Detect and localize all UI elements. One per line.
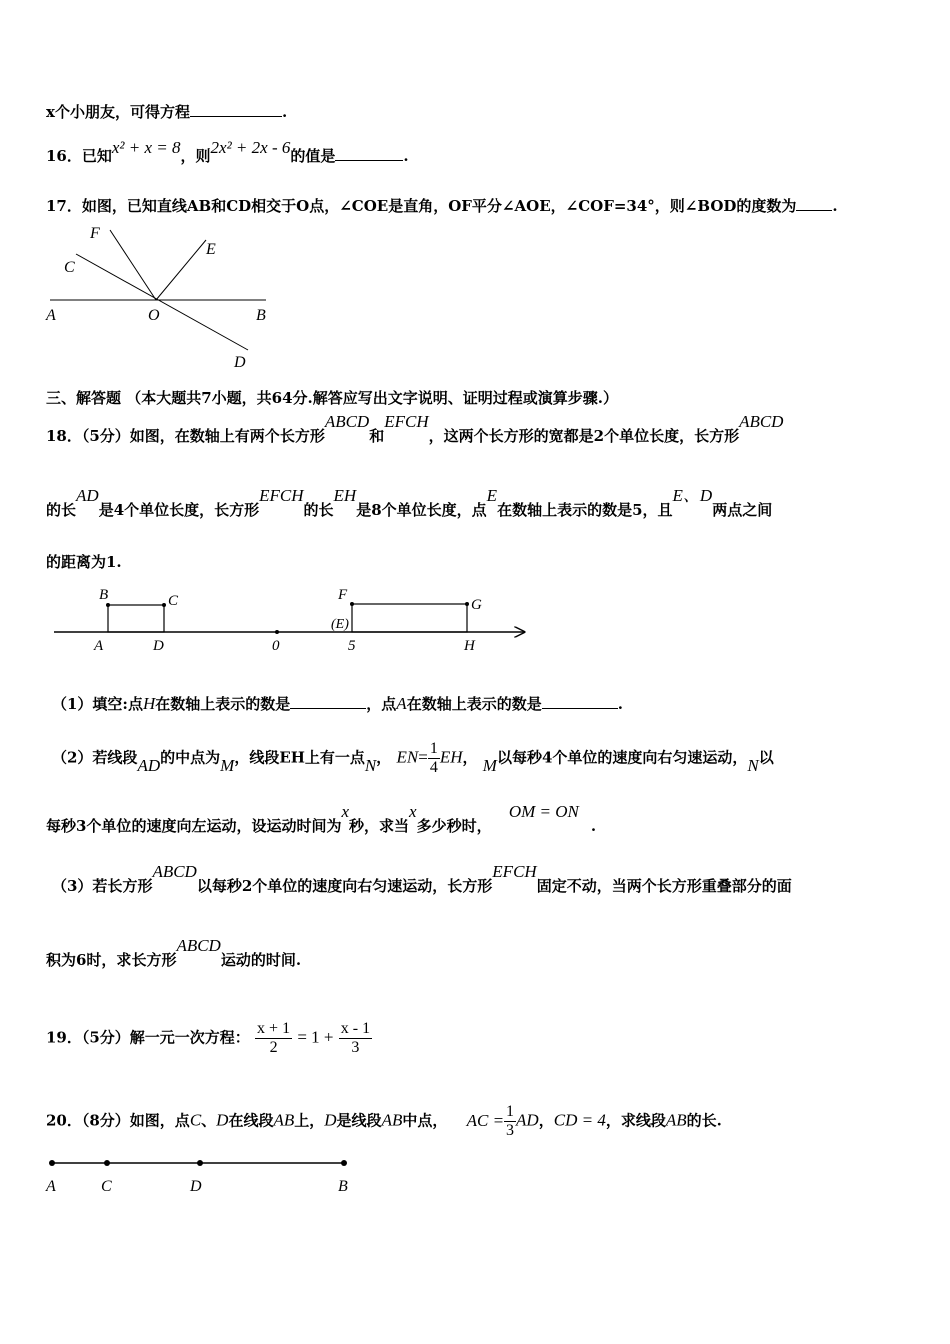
q18-p1-text: 在数轴上表示的数是 <box>155 695 291 713</box>
q18-text: 是4个单位长度，长方形 <box>98 501 260 519</box>
q18-p1-text: 在数轴上表示的数是 <box>406 695 542 713</box>
q18-p3-text: 固定不动，当两个长方形重叠部分的面 <box>536 877 792 895</box>
q18-text: 的距离为1. <box>46 553 122 571</box>
rect-ABCD-shape <box>108 605 164 632</box>
point-G <box>465 602 469 606</box>
label-D: D <box>234 354 246 371</box>
fraction-x-minus-1-over-3 <box>339 1020 372 1057</box>
denominator: 2 <box>269 1039 278 1056</box>
numerator: 1 <box>429 740 438 757</box>
rect-EFGH-shape <box>352 604 467 632</box>
equation-cd: CD = 4 <box>553 1110 606 1130</box>
q20-text: ， <box>538 1111 554 1130</box>
q17-answer-blank[interactable] <box>796 196 832 211</box>
question-19 <box>46 1020 372 1057</box>
question-16 <box>46 138 409 166</box>
q16-answer-blank[interactable] <box>335 146 403 161</box>
section-3-heading <box>46 388 618 408</box>
label-C: C <box>168 593 179 609</box>
q16-expression: 2x² + 2x - 6 <box>210 138 291 157</box>
numerator: x + 1 <box>257 1020 291 1037</box>
q20-text: 是线段 <box>336 1111 382 1130</box>
label-F: F <box>338 587 348 603</box>
rect-abcd: ABCD <box>152 862 197 881</box>
q18-p3-text: 运动的时间. <box>220 951 302 969</box>
q18-p2-text: （2）若线段 <box>52 748 138 767</box>
question-18-line-1 <box>46 412 784 446</box>
q18-text: 两点之间 <box>712 501 773 519</box>
point-c: C <box>189 1110 202 1130</box>
q18-p1-text: ，点 <box>366 695 397 713</box>
point-n: N <box>364 755 377 775</box>
period: . <box>617 695 623 713</box>
question-17 <box>46 196 838 216</box>
q18-text: 18．（5分）如图，在数轴上有两个长方形 <box>46 427 325 445</box>
question-18-part-2-line-2 <box>46 802 597 836</box>
q18-p3-text: （3）若长方形 <box>52 877 153 895</box>
segment-eh: EH <box>439 747 463 767</box>
rect-abcd: ABCD <box>176 936 221 955</box>
label-E: E <box>206 241 216 258</box>
q16-mid: ，则 <box>180 147 211 165</box>
points-ed: E、D <box>672 486 713 505</box>
label-zero: 0 <box>272 638 280 654</box>
label-B: B <box>338 1178 348 1195</box>
segment-ad: AD <box>516 1110 539 1130</box>
label-A: A <box>94 638 104 654</box>
segment-ad: AD <box>76 486 99 505</box>
question-18-part-1 <box>52 694 623 714</box>
fraction-one-third <box>504 1103 516 1140</box>
q20-text: ，求线段 <box>605 1111 666 1130</box>
period: . <box>281 103 288 121</box>
fraction-one-quarter <box>428 740 440 777</box>
q17-text: 17．如图，已知直线AB和CD相交于O点，∠COE是直角，OF平分∠AOE，∠COF=34°，则∠BOD的度数为 <box>46 197 797 215</box>
q18-text: 是8个单位长度，点 <box>356 501 487 519</box>
equation-om-on: OM = ON <box>508 802 579 821</box>
q18-text: 的长 <box>303 501 334 519</box>
question-18-line-3 <box>46 552 122 572</box>
label-A: A <box>46 1178 56 1195</box>
segment-en: EN <box>396 747 419 767</box>
equation-middle: = 1 + <box>297 1027 334 1047</box>
period: . <box>590 817 597 835</box>
label-A: A <box>46 307 56 324</box>
q18-p2-text: ， <box>462 748 478 767</box>
label-H: H <box>464 638 475 654</box>
point-d: D <box>216 1110 229 1130</box>
q19-text: 19．（5分）解一元一次方程： <box>46 1028 250 1047</box>
label-C: C <box>101 1178 112 1195</box>
q20-text: 20．（8分）如图，点 <box>46 1111 190 1130</box>
q18-and: 和 <box>369 427 385 445</box>
segment-ad: AD <box>137 755 161 775</box>
period: . <box>832 197 838 215</box>
q18-text: 在数轴上表示的数是5，且 <box>497 501 673 519</box>
segment-eh: EH <box>333 486 357 505</box>
label-five: 5 <box>348 638 356 654</box>
q18-p3-text: 积为6时，求长方形 <box>46 951 177 969</box>
line-CD <box>76 254 248 350</box>
ray-OE <box>156 240 206 300</box>
q20-segment-figure <box>40 1150 360 1200</box>
segment-ac: AC = <box>466 1110 505 1130</box>
point-B <box>341 1160 347 1166</box>
label-C: C <box>64 259 75 276</box>
period: . <box>403 147 409 165</box>
point-a: A <box>396 694 407 713</box>
q16-label: 16．已知 <box>46 147 112 165</box>
point-C <box>162 603 166 607</box>
label-G: G <box>471 597 482 613</box>
label-E: (E) <box>331 617 349 632</box>
q18-p2-text: 秒，求当 <box>349 817 410 835</box>
q20-text: 在线段 <box>228 1111 274 1130</box>
point-C <box>104 1160 110 1166</box>
q18-p2-text: 每秒3个单位的速度向左运动，设运动时间为 <box>46 817 342 835</box>
q18-p2-text: 多少秒时， <box>416 817 492 835</box>
denominator: 3 <box>506 1122 515 1139</box>
q18-p2-text: 以每秒4个单位的速度向右匀速运动， <box>496 748 748 767</box>
label-D: D <box>153 638 164 654</box>
q18-p3-text: 以每秒2个单位的速度向右匀速运动，长方形 <box>196 877 493 895</box>
question-18-line-2 <box>46 486 773 520</box>
q18-text: 的长 <box>46 501 77 519</box>
prev-text: x个小朋友，可得方程 <box>46 103 190 121</box>
question-18-part-3-line-1 <box>52 862 792 896</box>
equals-sign: = <box>418 747 428 767</box>
q18-p1-text: （1）填空:点 <box>52 695 143 713</box>
denominator: 3 <box>351 1039 360 1056</box>
q20-text: 中点， <box>402 1111 448 1130</box>
point-h: H <box>142 694 156 713</box>
fraction-x-plus-1-over-2 <box>255 1020 292 1057</box>
q18-number-line-figure <box>46 582 536 662</box>
point-n: N <box>747 755 759 775</box>
label-O: O <box>148 307 160 324</box>
q18-p2-text: 的中点为 <box>160 748 221 767</box>
rect-abcd: ABCD <box>324 412 370 431</box>
point-D <box>197 1160 203 1166</box>
separator: 、 <box>201 1111 217 1130</box>
point-F <box>350 602 354 606</box>
label-B: B <box>99 587 109 603</box>
segment-ab: AB <box>665 1110 687 1130</box>
rect-efch: EFCH <box>259 486 304 505</box>
label-D: D <box>190 1178 202 1195</box>
point-origin <box>275 630 279 634</box>
prev-question-line <box>46 102 287 122</box>
label-B: B <box>256 307 266 324</box>
q18-p2-text: ，线段EH上有一点 <box>234 748 365 767</box>
q18-p1-blank-2[interactable] <box>542 694 618 709</box>
variable-x: x <box>341 802 349 821</box>
q18-text: ，这两个长方形的宽都是2个单位长度，长方形 <box>428 427 740 445</box>
point-d: D <box>324 1110 337 1130</box>
numerator: 1 <box>506 1103 515 1120</box>
point-m: M <box>220 755 235 775</box>
question-20 <box>46 1103 722 1140</box>
answer-blank[interactable] <box>190 102 282 117</box>
point-B <box>106 603 110 607</box>
q20-text: 上， <box>294 1111 325 1130</box>
section-3-text: 三、解答题 （本大题共7小题，共64分.解答应写出文字说明、证明过程或演算步骤.） <box>46 389 618 407</box>
q18-p2-text: ， <box>376 748 392 767</box>
point-A <box>49 1160 55 1166</box>
q17-figure <box>40 222 280 372</box>
question-18-part-2-line-1 <box>52 740 774 777</box>
variable-x: x <box>409 802 417 821</box>
numerator: x - 1 <box>340 1020 371 1037</box>
ray-OF <box>110 230 156 300</box>
q18-p1-blank-1[interactable] <box>290 694 366 709</box>
segment-ab: AB <box>273 1110 295 1130</box>
point-e: E <box>486 486 498 505</box>
rect-abcd: ABCD <box>739 412 784 431</box>
rect-efch: EFCH <box>384 412 429 431</box>
q18-p2-text: 以 <box>758 748 774 767</box>
q20-text: 的长. <box>686 1111 722 1130</box>
label-F: F <box>90 225 100 242</box>
q16-tail: 的值是 <box>290 147 336 165</box>
denominator: 4 <box>429 759 438 776</box>
question-18-part-3-line-2 <box>46 936 302 970</box>
rect-efch: EFCH <box>492 862 537 881</box>
q16-equation: x² + x = 8 <box>111 138 181 157</box>
point-m: M <box>482 755 497 775</box>
segment-ab: AB <box>381 1110 403 1130</box>
